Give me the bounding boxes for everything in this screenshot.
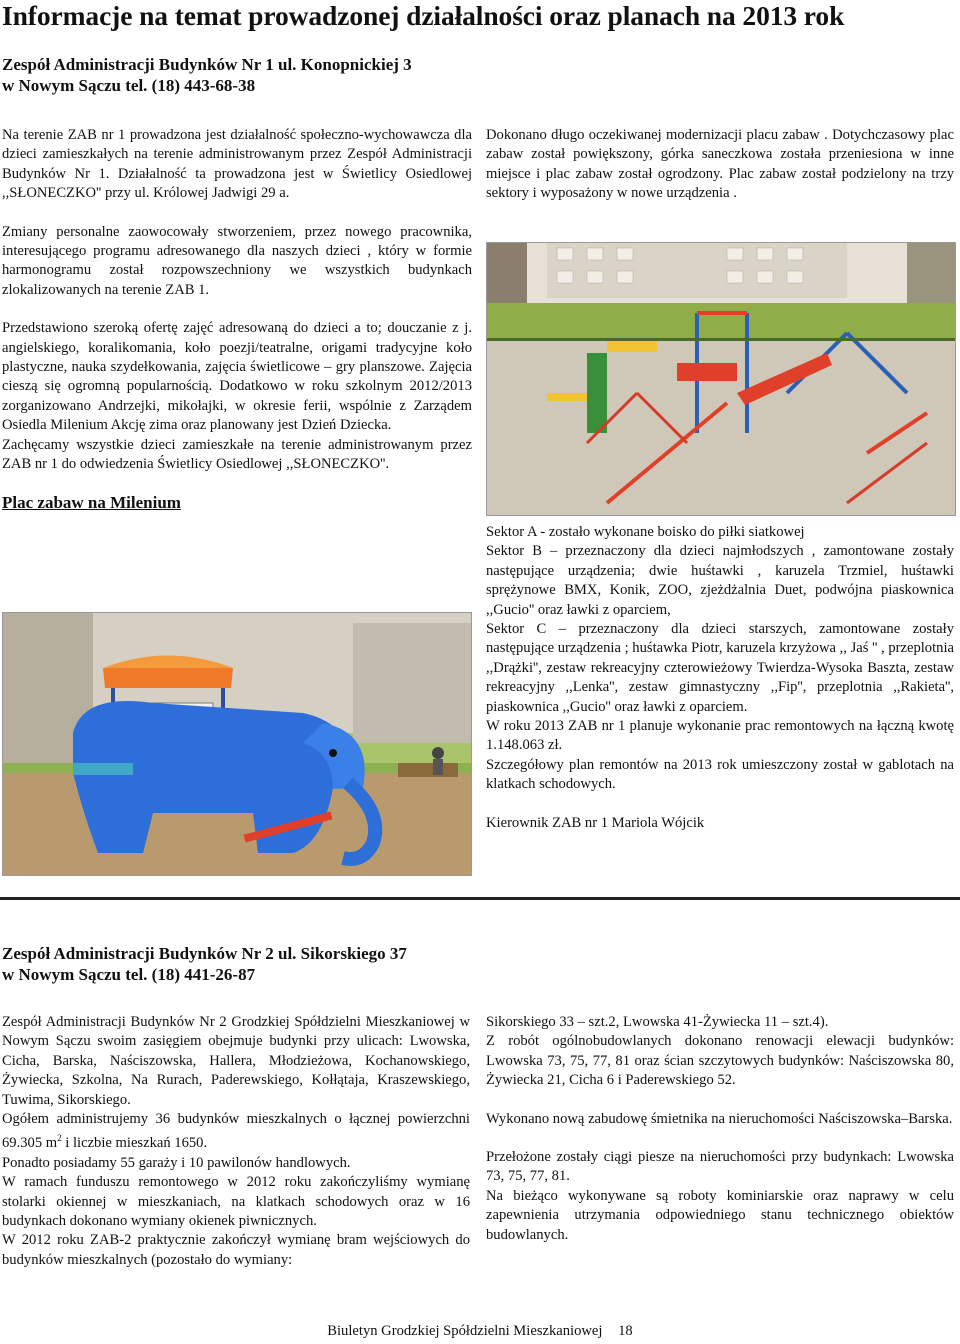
elephant-playground-photo [2, 612, 472, 876]
zab1-right-top [486, 126, 954, 204]
zab1-left-paragraph: Przedstawiono szeroką ofertę zajęć adresowaną do dzieci a to; douczanie z j. angielskiego, koralikomania, koło poezji/teatralne, origami tradycyjne koło plastyczne, nauka szydełkowania, zajęcia świetlicowe – gry planszowe. Zajęcia cieszą się ogromną popularnością. Dodatkowo w roku szkolnym 2012/2013 zorganizowano Andrzejki, mikołajki, w okresie ferii, wspólnie z Zarządem Osiedla Milenium Akcję zima oraz planowany jest Dzień Dziecka. [2, 320, 472, 434]
details-paragraph: Szczegółowy plan remontów na 2013 rok umieszczony został w gablotach na klatkach schodowych. [486, 756, 954, 793]
zab2-right-column [486, 1013, 954, 1245]
zab2-facade-paragraph: Z robót ogólnobudowlanych dokonano renowacji elewacji budynków: Lwowska 73, 75, 77, 81 oraz ścian szczytowych budynków: Naściszowska 80, Żywiecka 21, Cicha 6 i Paderewskiego 52. [486, 1033, 954, 1089]
zab2-windows-paragraph: W ramach funduszu remontowego w 2012 roku zakończyliśmy wymianę stolarki okiennej w mieszkaniach, na klatkach schodowych oraz w 16 budynkach dokonano wymiany okienek piwnicznych. [2, 1174, 470, 1229]
footer-page-number: 18 [618, 1323, 633, 1339]
sector-a-paragraph: Sektor A - zostało wykonane boisko do piłki siatkowej [486, 524, 805, 540]
sector-c-paragraph: Sektor C – przeznaczony dla dzieci starszych, zamontowane zostały następujące urządzenia ; huśtawka Piotr, karuzela krzyżowa ,, Jaś '' , przeplotnia ,,Drążki'', zestaw rekreacyjny czterowieżowy Twierdza-Wysoka Baszta, zestaw rekreacyjny ,,Lenka'', zestaw gimnastyczny ,,Fip'', przeplotnia ,,Rakieta'', piaskownica ,,Gucio'' oraz ławki z oparciem. [486, 621, 954, 715]
zab1-left-column [2, 126, 472, 512]
zab2-left-column [2, 1013, 470, 1270]
zab2-waste-paragraph: Wykonano nową zabudowę śmietnika na nieruchomości Naściszowska–Barska. [486, 1110, 953, 1127]
zab1-heading [2, 54, 522, 96]
zab1-left-paragraph: Na terenie ZAB nr 1 prowadzona jest działalność społeczno-wychowawcza dla dzieci zamieszkałych na terenie administrowanym przez Zespół Administracji Budynków Nr 1. Działalność ta prowadzona jest w Świetlicy Osiedlowej ,,SŁONECZKO'' przy ul. Królowej Jadwigi 29 a. [2, 127, 472, 202]
playground-photo [486, 242, 956, 516]
zab1-right-column [486, 523, 954, 833]
page-footer [0, 1323, 960, 1340]
zab2-garages-paragraph: Ponadto posiadamy 55 garaży i 10 pawilonów handlowych. [2, 1154, 351, 1171]
zab1-heading-line1: Zespół Administracji Budynków Nr 1 ul. Konopnickiej 3 [2, 55, 412, 74]
zab1-left-paragraph: Zmiany personalne zaowocowały stworzeniem, przez nowego pracownika, interesującego programu adresowanego dla naszych dzieci , który w formie harmonogramu został rozpowszechniony we wszystkich budynkach zlokalizowanych na terenie ZAB 1. [2, 223, 472, 298]
zab2-heading-line2: w Nowym Sączu tel. (18) 441-26-87 [2, 965, 256, 984]
page-title: Informacje na temat prowadzonej działalności oraz planach na 2013 rok [2, 0, 845, 31]
zab1-heading-line2: w Nowym Sączu tel. (18) 443-68-38 [2, 76, 256, 95]
zab1-left-paragraph: Zachęcamy wszystkie dzieci zamieszkałe na terenie administrowanym przez ZAB nr 1 do odwiedzenia Świetlicy Osiedlowej ,,SŁONECZKO''. [2, 436, 472, 473]
modernization-paragraph: Dokonano długo oczekiwanej modernizacji placu zabaw . Dotychczasowy plac zabaw został powiększony, górka saneczkowa została przeniesiona w inne miejsce i plac zabaw został ogrodzony. Plac zabaw został podzielony na trzy sektory i wyposażony w nowe urządzenia . [486, 127, 954, 202]
zab2-heading-line1: Zespół Administracji Budynków Nr 2 ul. Sikorskiego 37 [2, 944, 407, 963]
zab1-signature: Kierownik ZAB nr 1 Mariola Wójcik [486, 814, 705, 831]
zab2-area-text: Ogółem administrujemy 36 budynków mieszkalnych o łącznej powierzchni 69.305 m [2, 1111, 470, 1152]
zab2-chimney-paragraph: Na bieżąco wykonywane są roboty kominiarskie oraz naprawy w celu zapewnienia utrzymania odpowiedniego stanu technicznego obiektów budowlanych. [486, 1187, 954, 1243]
playground-heading: Plac zabaw na Milenium [2, 492, 181, 512]
zab2-gates-paragraph: W 2012 roku ZAB-2 praktycznie zakończył wymianę bram wejściowych do budynków mieszkalnych (pozostało do wymiany: [2, 1232, 470, 1268]
section-divider [0, 897, 960, 900]
zab2-heading [2, 943, 562, 985]
sector-b-paragraph: Sektor B – przeznaczony dla dzieci najmłodszych , zamontowane zostały następujące urządzenia; dwie huśtawki , karuzela Trzmiel, huśtawki sprężynowe BMX, Konik, ZOO, zjeżdżalnia Duet, podwójna piaskownica ,,Gucio'' oraz ławki z oparciem, [486, 543, 954, 618]
zab2-paths-paragraph: Przełożone zostały ciągi piesze na nieruchomości przy budynkach: Lwowska 73, 75, 77, 81. [486, 1149, 954, 1185]
zab2-area-superscript: 2 [57, 1133, 62, 1144]
zab2-coverage-paragraph: Zespół Administracji Budynków Nr 2 Grodzkiej Spółdzielni Mieszkaniowej w Nowym Sączu swoim zasięgiem obejmuje budynki przy ulicach: Lwowska, Cicha, Barska, Naściszowska, Hallera, Młodzieżowa, Kochanowskiego, Żywiecka, Szkolna, Na Rurach, Paderewskiego, Kołłątaja, Kraszewskiego, Tuwima, Sikorskiego. [2, 1014, 470, 1108]
zab2-area-text-end: i liczbie mieszkań 1650. [61, 1135, 208, 1152]
plan-paragraph: W roku 2013 ZAB nr 1 planuje wykonanie prac remontowych na łączną kwotę 1.148.063 zł. [486, 718, 954, 754]
zab2-gates-continued: Sikorskiego 33 – szt.2, Lwowska 41-Żywiecka 11 – szt.4). [486, 1014, 829, 1030]
zab2-area-paragraph [2, 1110, 470, 1154]
footer-publication: Biuletyn Grodzkiej Spółdzielni Mieszkaniowej [327, 1323, 603, 1339]
